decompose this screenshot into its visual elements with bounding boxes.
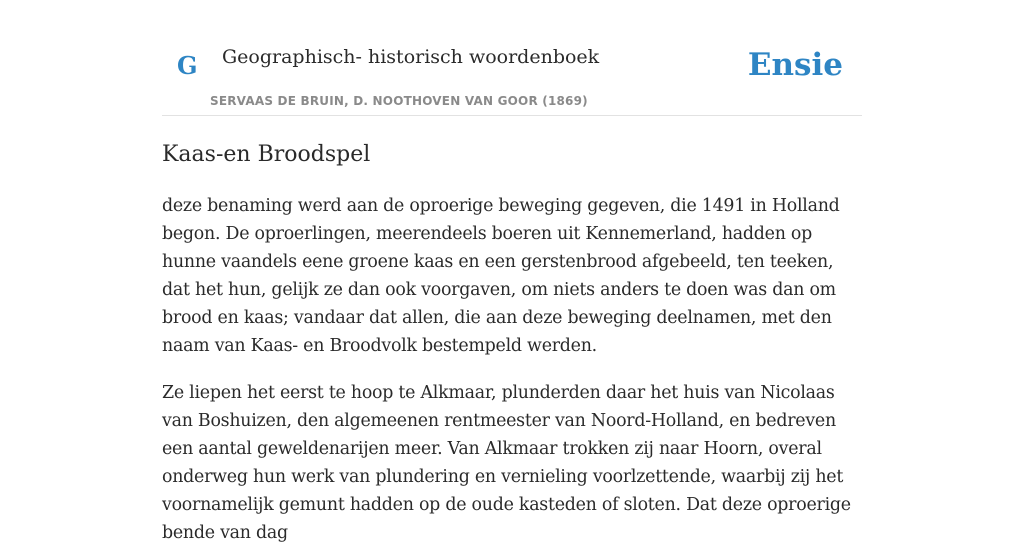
source-header <box>162 0 862 116</box>
source-logo-icon[interactable]: G <box>177 51 198 80</box>
ensie-logo-link[interactable]: Ensie <box>747 47 843 83</box>
source-book-title[interactable]: Geographisch- historisch woordenboek <box>222 46 600 68</box>
entry-paragraph: deze benaming werd aan de oproerige beweging gegeven, die 1491 in Holland begon. De oproerlingen, meerendeels boeren uit Kennemerland, hadden op hunne vaandels eene groene kaas en een gerstenbrood afgebeeld, ten teeken, dat het hun, gelijk ze dan ook voorgaven, om niets anders te doen was dan om brood en kaas; vandaar dat allen, die aan deze beweging deelnamen, met den naam van Kaas- en Broodvolk bestempeld werden. <box>162 195 840 356</box>
source-book-author: SERVAAS DE BRUIN, D. NOOTHOVEN VAN GOOR (1869) <box>210 94 588 108</box>
page-container <box>162 0 862 547</box>
entry-title: Kaas-en Broodspel <box>162 142 371 167</box>
entry-paragraph: Ze liepen het eerst te hoop te Alkmaar, plunderden daar het huis van Nicolaas van Boshuizen, den algemeenen rentmeester van Noord-Holland, en bedreven een aantal geweldenarijen meer. Van Alkmaar trokken zij naar Hoorn, overal onderweg hun werk van plundering en vernieling voorlzettende, waarbij zij het voornamelijk gemunt hadden op de oude kasteden of sloten. Dat deze oproerige bende van dag <box>162 382 851 543</box>
